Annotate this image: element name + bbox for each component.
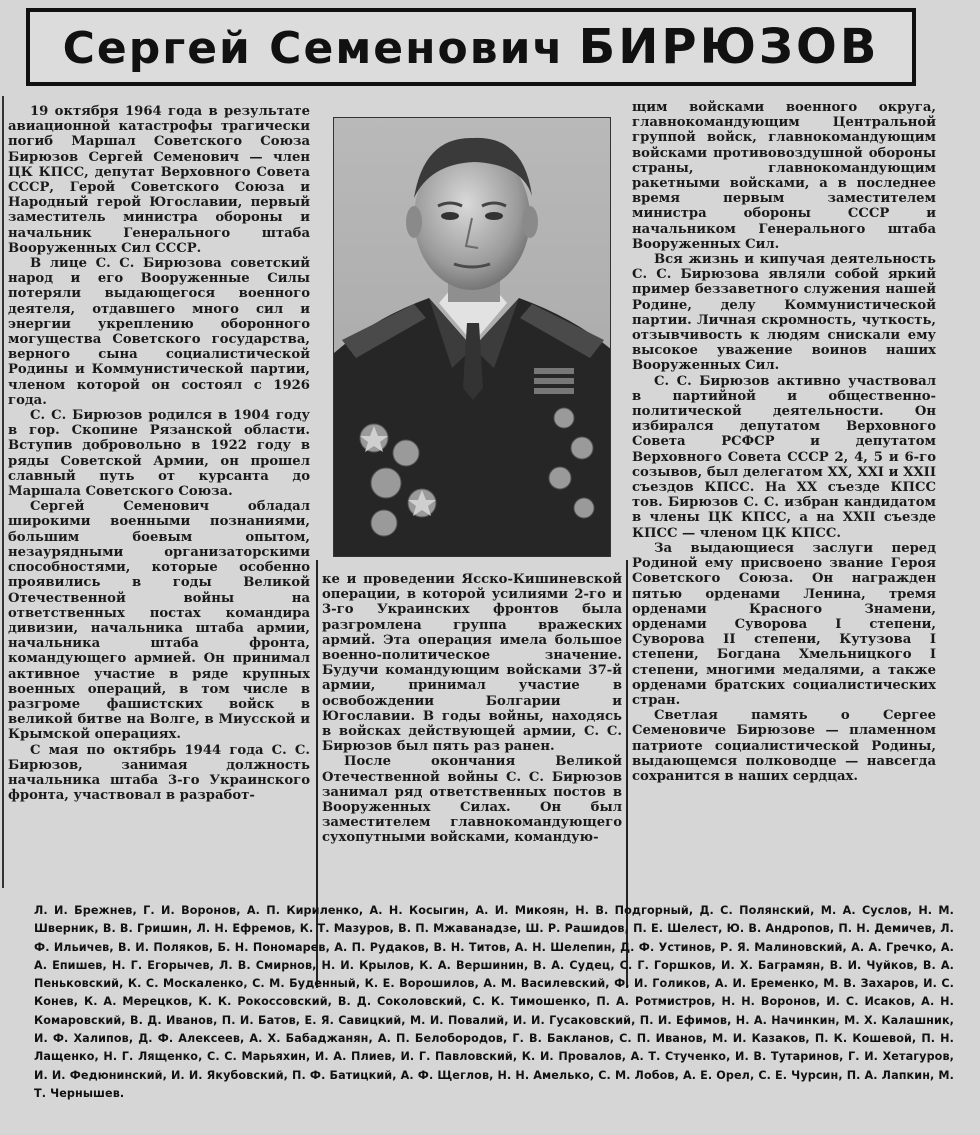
headline-surname: БИРЮЗОВ: [578, 19, 880, 75]
paragraph: Сергей Семенович обладал широкими военными познаниями, большим боевым опытом, незаурядными организаторскими способностями, которые особенно проявились в годы Великой Отечественной войны на ответственных постах командира дивизии, начальника штаба армии, начальника штаба фронта, командующего армией. Он принимал активное участие в ряде крупных военных операций, в том числе в разгроме фашистских войск в великой битве на Волге, в Миусской и Крымской операциях.: [8, 499, 310, 743]
paragraph: За выдающиеся заслуги перед Родиной ему присвоено звание Героя Советского Союза. Он награжден пятью орденами Ленина, тремя орденами Красного Знамени, орденами Суворова I степени, Суворова II степени, Кутузова I степени, Богдана Хмельницкого I степени, многими медалями, а также орденами братских социалистических стран.: [632, 540, 936, 708]
headline-name: Сергей Семенович: [62, 23, 565, 74]
paragraph: С. С. Бирюзов родился в 1904 году в гор. Скопине Рязанской области. Вступив добровольно в 1922 году в ряды Советской Армии, он прошел славный путь от курсанта до Маршала Советского Союза.: [8, 408, 310, 500]
article-column-1: [8, 104, 310, 894]
headline: [63, 19, 880, 75]
paragraph: Вся жизнь и кипучая деятельность С. С. Бирюзова являли собой яркий пример беззаветного служения нашей Родине, делу Коммунистической партии. Личная скромность, чуткость, отзывчивость к людям снискали ему высокое уважение воинов наших Вооруженных Сил.: [632, 252, 936, 374]
signatories-list: Л. И. Брежнев, Г. И. Воронов, А. П. Кириленко, А. Н. Косыгин, А. И. Микоян, Н. В. Подгорный, Д. С. Полянский, М. А. Суслов, Н. М. Шверник, В. В. Гришин, Л. Н. Ефремов, К. Т. Мазуров, В. П. Мжаванадзе, Ш. Р. Рашидов, П. Е. Шелест, Ю. В. Андропов, П. Н. Демичев, Л. Ф. Ильичев, В. И. Поляков, Б. Н. Пономарев, А. П. Рудаков, В. Н. Титов, А. Н. Шелепин, Д. Ф. Устинов, Р. Я. Малиновский, А. А. Гречко, А. А. Епишев, Н. Г. Егорычев, Л. В. Смирнов, Н. И. Крылов, К. А. Вершинин, В. А. Судец, С. Г. Горшков, И. Х. Баграмян, В. И. Чуйков, В. А. Пеньковский, К. С. Москаленко, С. М. Буденный, К. Е. Ворошилов, А. М. Василевский, Ф. И. Голиков, А. И. Еременко, М. В. Захаров, И. С. Конев, К. А. Мерецков, К. К. Рокоссовский, В. Д. Соколовский, С. К. Тимошенко, П. А. Ротмистров, Н. Н. Воронов, И. С. Исаков, А. Н. Комаровский, В. Д. Иванов, П. И. Батов, Е. Я. Савицкий, М. И. Повалий, И. И. Гусаковский, П. И. Ефимов, Н. А. Начинкин, М. Х. Калашник, И. Ф. Халипов, Д. Ф. Алексеев, А. Х. Бабаджанян, А. П. Белобородов, Г. В. Бакланов, С. П. Иванов, М. И. Казаков, П. К. Кошевой, П. Н. Лащенко, Н. Г. Лященко, С. С. Марьяхин, И. А. Плиев, И. Г. Павловский, К. И. Провалов, А. Т. Стученко, И. В. Тутаринов, Г. И. Хетагуров, И. И. Федюнинский, И. И. Якубовский, П. Ф. Батицкий, А. Ф. Щеглов, Н. Н. Амелько, С. М. Лобов, А. Е. Орел, С. Е. Чурсин, П. А. Лапкин, М. Т. Чернышев.: [34, 904, 954, 1100]
paragraph-continued: ке и проведении Ясско-Кишиневской операции, в которой усилиями 2-го и 3-го Украинских фронтов была разгромлена группа вражеских армий. Эта операция имела большое военно-политическое значение. Будучи командующим войсками 37-й армии, принимал участие в освобождении Болгарии и Югославии. В годы войны, находясь в войсках действующей армии, С. С. Бирюзов был пять раз ранен.: [322, 572, 622, 755]
paragraph: 19 октября 1964 года в результате авиационной катастрофы трагически погиб Маршал Советского Союза Бирюзов Сергей Семенович — член ЦК КПСС, депутат Верховного Совета СССР, Герой Советского Союза и Народный герой Югославии, первый заместитель министра обороны и начальник Генерального штаба Вооруженных Сил СССР.: [8, 104, 310, 256]
portrait-illustration: [334, 118, 611, 557]
paragraph: В лице С. С. Бирюзова советский народ и его Вооруженные Силы потеряли выдающегося военного деятеля, отдавшего много сил и энергии укреплению оборонного могущества Советского государства, верного сына социалистической Родины и Коммунистической партии, членом которой он состоял с 1926 года.: [8, 256, 310, 408]
headline-box: [26, 8, 916, 86]
paragraph: Светлая память о Сергее Семеновиче Бирюзове — пламенном патриоте социалистической Родины, выдающемся полководце — навсегда сохранится в наших сердцах.: [632, 708, 936, 784]
paragraph: С. С. Бирюзов активно участвовал в партийной и общественно-политической деятельности. Он избирался депутатом Верховного Совета РСФСР и депутатом Верховного Совета СССР 2, 4, 5 и 6-го созывов, был делегатом XX, XXI и XXII съездов КПСС. На XX съезде КПСС тов. Бирюзов С. С. избран кандидатом в члены ЦК КПСС, а на XXII съезде КПСС — членом ЦК КПСС.: [632, 373, 936, 541]
paragraph: После окончания Великой Отечественной войны С. С. Бирюзов занимал ряд ответственных постов в Вооруженных Силах. Он был заместителем главнокомандующего сухопутными войсками, командую-: [322, 754, 622, 846]
article-column-2: [322, 572, 622, 892]
portrait-photo: [333, 117, 611, 557]
paragraph: С мая по октябрь 1944 года С. С. Бирюзов, занимая должность начальника штаба 3-го Украинского фронта, участвовал в разработ-: [8, 742, 310, 804]
article-column-3: [632, 100, 936, 890]
paragraph-continued: щим войсками военного округа, главнокомандующим Центральной группой войск, главнокомандующим войсками противовоздушной обороны страны, главнокомандующим ракетными войсками, а в последнее время первым заместителем министра обороны СССР и начальником Генерального штаба Вооруженных Сил.: [632, 100, 936, 252]
